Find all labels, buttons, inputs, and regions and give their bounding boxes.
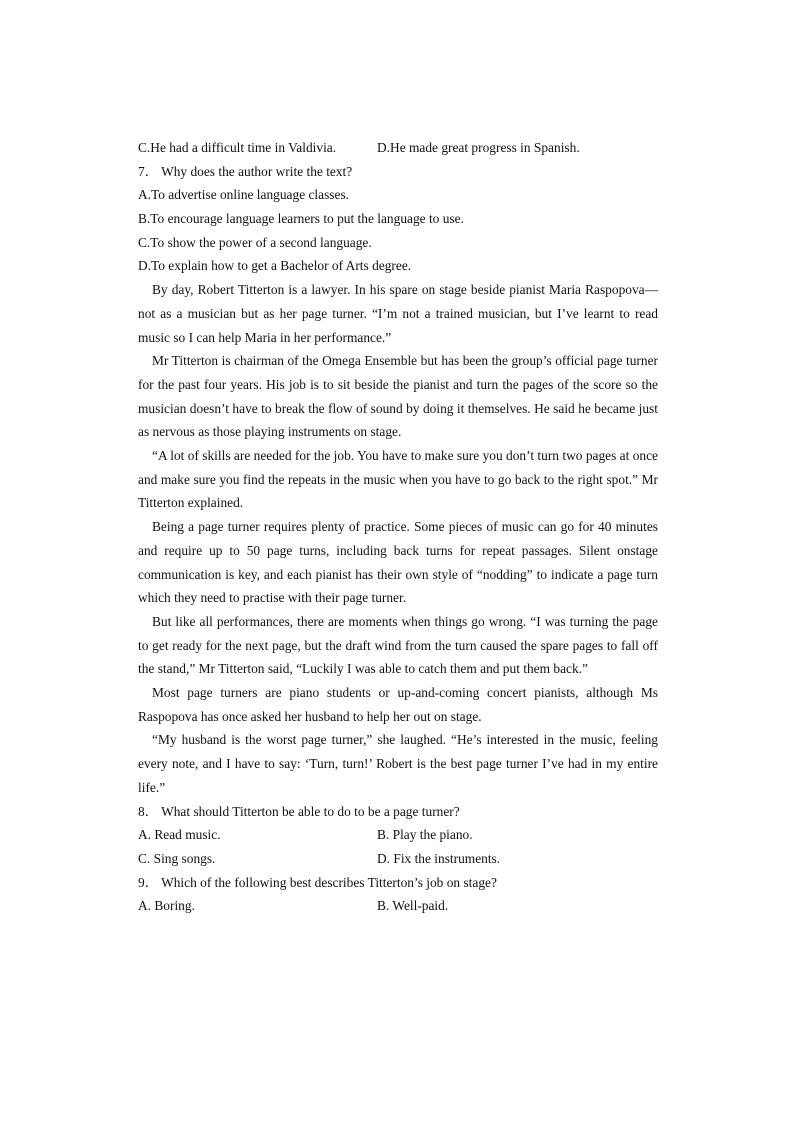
q9-question-text: Which of the following best describes Titterton’s job on stage? [161,874,497,890]
passage-paragraph-5: But like all performances, there are moments when things go wrong. “I was turning the page to get ready for the next page, but the draft wind from the turn caused the spare pages to fall off the stand,” Mr Titterton said, “Luckily I was able to catch them and put them back.” [138,613,658,677]
q7-option-c: C.To show the power of a second language. [138,234,372,250]
q9-question [138,871,658,895]
q7-option-b: B.To encourage language learners to put the language to use. [138,211,464,227]
q7-option-d: D.To explain how to get a Bachelor of Arts degree. [138,258,412,274]
q8-options-ab [138,823,658,847]
q9-options-ab [138,894,658,918]
q9-option-a: A. Boring. [138,898,195,914]
q7-number: 7． [138,163,159,179]
q8-option-a: A. Read music. [138,827,221,843]
passage-paragraph-4: Being a page turner requires plenty of practice. Some pieces of music can go for 40 minutes and require up to 50 page turns, including back turns for repeat passages. Silent onstage communication is key, and each pianist has their own style of “nodding” to indicate a page turn which they need to practise with their page turner. [138,519,658,606]
q8-question [138,800,658,824]
q8-question-text: What should Titterton be able to do to be a page turner? [161,803,460,819]
passage-paragraph-6: Most page turners are piano students or up-and-coming concert pianists, although Ms Raspopova has once asked her husband to help her out on stage. [138,685,658,724]
q8-option-b: B. Play the piano. [377,827,473,843]
q8-option-c: C. Sing songs. [138,850,216,866]
q7-question-text: Why does the author write the text? [161,163,353,179]
q7-option-a: A.To advertise online language classes. [138,187,350,203]
document-page [138,136,658,918]
q9-option-b: B. Well-paid. [377,898,449,914]
passage-paragraph-2: Mr Titterton is chairman of the Omega Ensemble but has been the group’s official page turner for the past four years. His job is to sit beside the pianist and turn the pages of the score so the musician doesn’t have to break the flow of sound by doing it themselves. He said he became just as nervous as those playing instruments on stage. [138,353,658,440]
q8-options-cd [138,847,658,871]
q6-options-cd [138,136,658,160]
q6-option-c: C.He had a difficult time in Valdivia. [138,140,337,155]
q9-number: 9． [138,874,159,890]
q7-question [138,160,658,184]
passage-paragraph-7: “My husband is the worst page turner,” she laughed. “He’s interested in the music, feeling every note, and I have to say: ‘Turn, turn!’ Robert is the best page turner I’ve had in my entire life.” [138,732,658,795]
q8-number: 8． [138,803,159,819]
passage-paragraph-3: “A lot of skills are needed for the job. You have to make sure you don’t turn two pages at once and make sure you find the repeats in the music when you have to go back to the right spot.” Mr Titterton explained. [138,448,658,511]
q8-option-d: D. Fix the instruments. [377,850,501,866]
q6-option-d: D.He made great progress in Spanish. [377,140,580,155]
passage-paragraph-1: By day, Robert Titterton is a lawyer. In his spare on stage beside pianist Maria Raspopova—not as a musician but as her page turner. “I’m not a trained musician, but I’ve learnt to read music so I can help Maria in her performance.” [138,282,658,345]
